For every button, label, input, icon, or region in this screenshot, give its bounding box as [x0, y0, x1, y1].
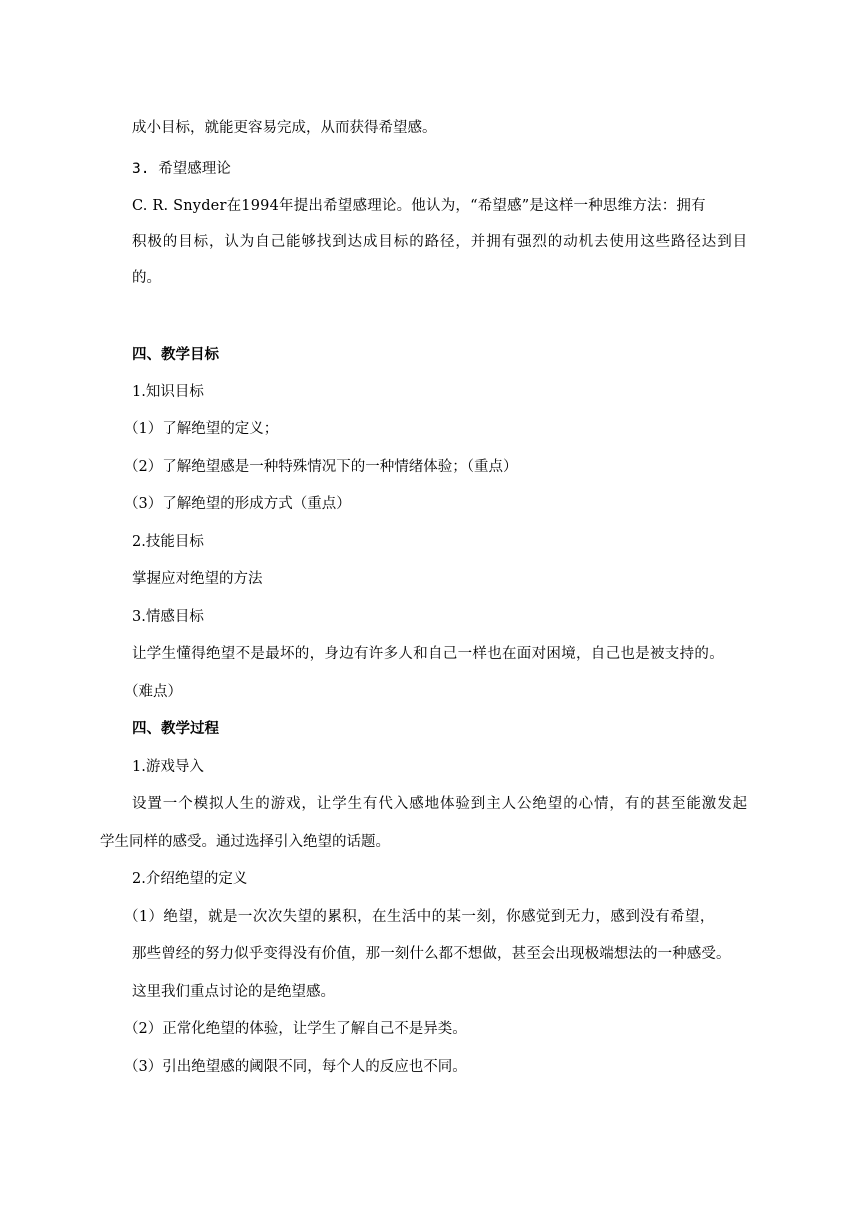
list-item: （3）了解绝望的形成方式（重点） — [124, 496, 351, 512]
list-item: （2）正常化绝望的体验，让学生了解自己不是异类。 — [124, 1021, 467, 1037]
body-text: 掌握应对绝望的方法 — [132, 571, 263, 587]
subsection-heading: 3. 希望感理论 — [132, 161, 231, 177]
section-heading: 四、教学目标 — [132, 346, 219, 363]
subsection-heading: 1.游戏导入 — [132, 759, 204, 775]
subsection-heading: 2.介绍绝望的定义 — [132, 871, 248, 887]
body-text: （难点） — [124, 684, 182, 700]
list-item: （2）了解绝望感是一种特殊情况下的一种情绪体验；（重点） — [124, 459, 518, 475]
body-text: 这里我们重点讨论的是绝望感。 — [132, 984, 335, 1000]
subsection-heading: 1.知识目标 — [132, 384, 204, 400]
body-text: 学生同样的感受。通过选择引入绝望的话题。 — [100, 834, 390, 850]
body-text: 让学生懂得绝望不是最坏的，身边有许多人和自己一样也在面对困境，自己也是被支持的。 — [132, 646, 724, 662]
body-text: 的。 — [132, 270, 161, 286]
body-text: 成小目标，就能更容易完成，从而获得希望感。 — [132, 120, 437, 136]
body-text: C. R. Snyder在1994年提出希望感理论。他认为，“希望感”是这样一种思维方法：拥有 — [132, 198, 706, 214]
subsection-heading: 3.情感目标 — [132, 609, 204, 625]
list-item: （3）引出绝望感的阈限不同，每个人的反应也不同。 — [124, 1059, 467, 1075]
list-item: （1）了解绝望的定义； — [124, 421, 279, 437]
body-text: 积极的目标，认为自己能够找到达成目标的路径，并拥有强烈的动机去使用这些路径达到目 — [132, 234, 748, 250]
body-text: 设置一个模拟人生的游戏，让学生有代入感地体验到主人公绝望的心情，有的甚至能激发起 — [132, 796, 748, 812]
section-heading: 四、教学过程 — [132, 720, 219, 737]
body-text: 那些曾经的努力似乎变得没有价值，那一刻什么都不想做，甚至会出现极端想法的一种感受。 — [132, 946, 731, 962]
subsection-heading: 2.技能目标 — [132, 534, 204, 550]
list-item: （1）绝望，就是一次次失望的累积，在生活中的某一刻，你感觉到无力，感到没有希望， — [124, 909, 715, 925]
